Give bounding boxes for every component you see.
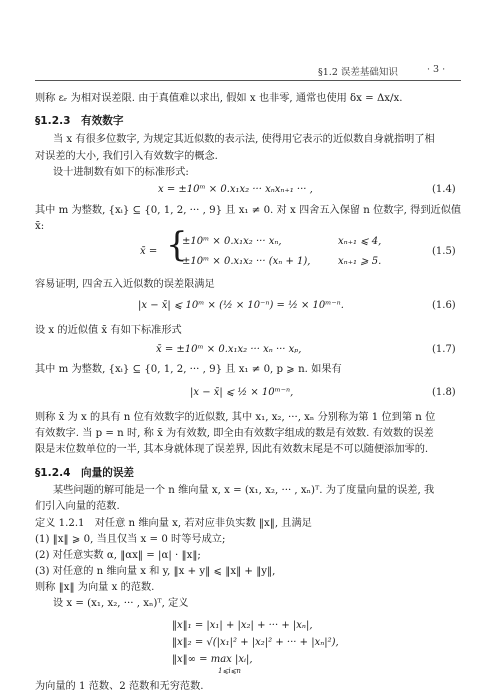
equation-1-6: |x − x̄| ⩽ 10ᵐ × (½ × 10⁻ⁿ) = ½ × 10ᵐ⁻ⁿ. bbox=[138, 300, 344, 311]
equation-tag: (1.4) bbox=[432, 184, 456, 195]
definition-conclusion: 则称 ‖x‖ 为向量 x 的范数. bbox=[35, 582, 155, 593]
definition-heading: 定义 1.2.1 对任意 n 维向量 x, 若对应非负实数 ‖x‖, 且满足 bbox=[35, 518, 312, 529]
paragraph-line: 当 x 有很多位数字, 为规定其近似数的表示法, 使得用它表示的近似数自身就指明了相 bbox=[53, 134, 435, 145]
equation-1-5-cond-1: xₙ₊₁ ⩽ 4, bbox=[338, 236, 382, 247]
norm-1-definition: ‖x‖₁ = |x₁| + |x₂| + ··· + |xₙ|, bbox=[172, 620, 313, 631]
condition-2: (2) 对任意实数 α, ‖αx‖ = |α| · ‖x‖; bbox=[35, 550, 201, 561]
equation-1-4: x = ±10ᵐ × 0.x₁x₂ ··· xₙxₙ₊₁ ··· , bbox=[158, 184, 313, 195]
equation-tag: (1.6) bbox=[432, 300, 456, 311]
paragraph-line: 则称 εᵣ 为相对误差限. 由于真值难以求出, 假如 x 也非零, 通常也使用 δx = Δx/x. bbox=[35, 93, 403, 104]
equation-1-5-lhs: x̄ = bbox=[140, 246, 158, 257]
header-rule bbox=[35, 80, 461, 81]
condition-1: (1) ‖x‖ ⩾ 0, 当且仅当 x = 0 时等号成立; bbox=[35, 534, 226, 545]
equation-1-5-case-2: ±10ᵐ × 0.x₁x₂ ··· (xₙ + 1), bbox=[182, 256, 311, 267]
paragraph-line: 容易证明, 四舍五入近似数的误差限满足 bbox=[35, 279, 215, 290]
equation-tag: (1.7) bbox=[432, 344, 456, 355]
left-brace: { bbox=[166, 225, 188, 265]
paragraph-line: 设 x = (x₁, x₂, ··· , xₙ)ᵀ, 定义 bbox=[53, 598, 189, 609]
running-header: §1.2 误差基础知识 bbox=[318, 67, 398, 78]
equation-1-8: |x − x̄| ⩽ ½ × 10ᵐ⁻ⁿ, bbox=[190, 387, 294, 398]
equation-1-7: x̄ = ±10ᵐ × 0.x₁x₂ ··· xₙ ··· xₚ, bbox=[156, 344, 302, 355]
paragraph-line: 有效数字. 当 p = n 时, 称 x̄ 为有效数, 即全由有效数字组成的数是有效数. 有效数的误差 bbox=[35, 428, 434, 439]
paragraph-line: 为向量的 1 范数、2 范数和无穷范数. bbox=[35, 681, 204, 692]
section-heading-1-2-3: §1.2.3 有效数字 bbox=[35, 115, 124, 127]
paragraph-line: 其中 m 为整数, {xᵢ} ⊆ {0, 1, 2, ··· , 9} 且 x₁ ≠ 0, p ⩾ n. 如果有 bbox=[35, 364, 342, 375]
section-heading-1-2-4: §1.2.4 向量的误差 bbox=[35, 467, 135, 479]
paragraph-line: 设十进制数有如下的标准形式: bbox=[53, 167, 189, 178]
paragraph-line: x̄: bbox=[35, 221, 45, 232]
paragraph-line: 们引入向量的范数. bbox=[35, 501, 120, 512]
paragraph-line: 其中 m 为整数, {xᵢ} ⊆ {0, 1, 2, ··· , 9} 且 x₁ ≠ 0. 对 x 四舍五入保留 n 位数字, 得到近似值 bbox=[35, 205, 462, 216]
equation-1-5-case-1: ±10ᵐ × 0.x₁x₂ ··· xₙ, bbox=[182, 236, 282, 247]
paragraph-line: 则称 x̄ 为 x 的具有 n 位有效数字的近似数, 其中 x₁, x₂, ···, xₙ 分别称为第 1 位到第 n 位 bbox=[35, 412, 436, 423]
max-subscript: 1⩽i⩽n bbox=[218, 667, 241, 675]
paragraph-line: 设 x 的近似值 x̄ 有如下标准形式 bbox=[35, 325, 182, 336]
norm-2-definition: ‖x‖₂ = √(|x₁|² + |x₂|² + ··· + |xₙ|²), bbox=[172, 637, 339, 648]
paragraph-line: 某些问题的解可能是一个 n 维向量 x, x = (x₁, x₂, ··· , xₙ)ᵀ. 为了度量向量的误差, 我 bbox=[53, 485, 435, 496]
equation-tag: (1.8) bbox=[432, 387, 456, 398]
paragraph-line: 限是末位数单位的一半, 其本身就体现了误差界, 因此有效数末尾是不可以随便添加零的. bbox=[35, 444, 429, 455]
paragraph-line: 对误差的大小, 我们引入有效数字的概念. bbox=[35, 151, 218, 162]
equation-1-5-cond-2: xₙ₊₁ ⩾ 5. bbox=[338, 256, 382, 267]
condition-3: (3) 对任意的 n 维向量 x 和 y, ‖x + y‖ ⩽ ‖x‖ + ‖y‖, bbox=[35, 566, 276, 577]
equation-tag: (1.5) bbox=[432, 246, 456, 257]
page-number: · 3 · bbox=[427, 64, 446, 75]
norm-infinity-definition: ‖x‖∞ = max |xᵢ|, bbox=[172, 654, 253, 665]
